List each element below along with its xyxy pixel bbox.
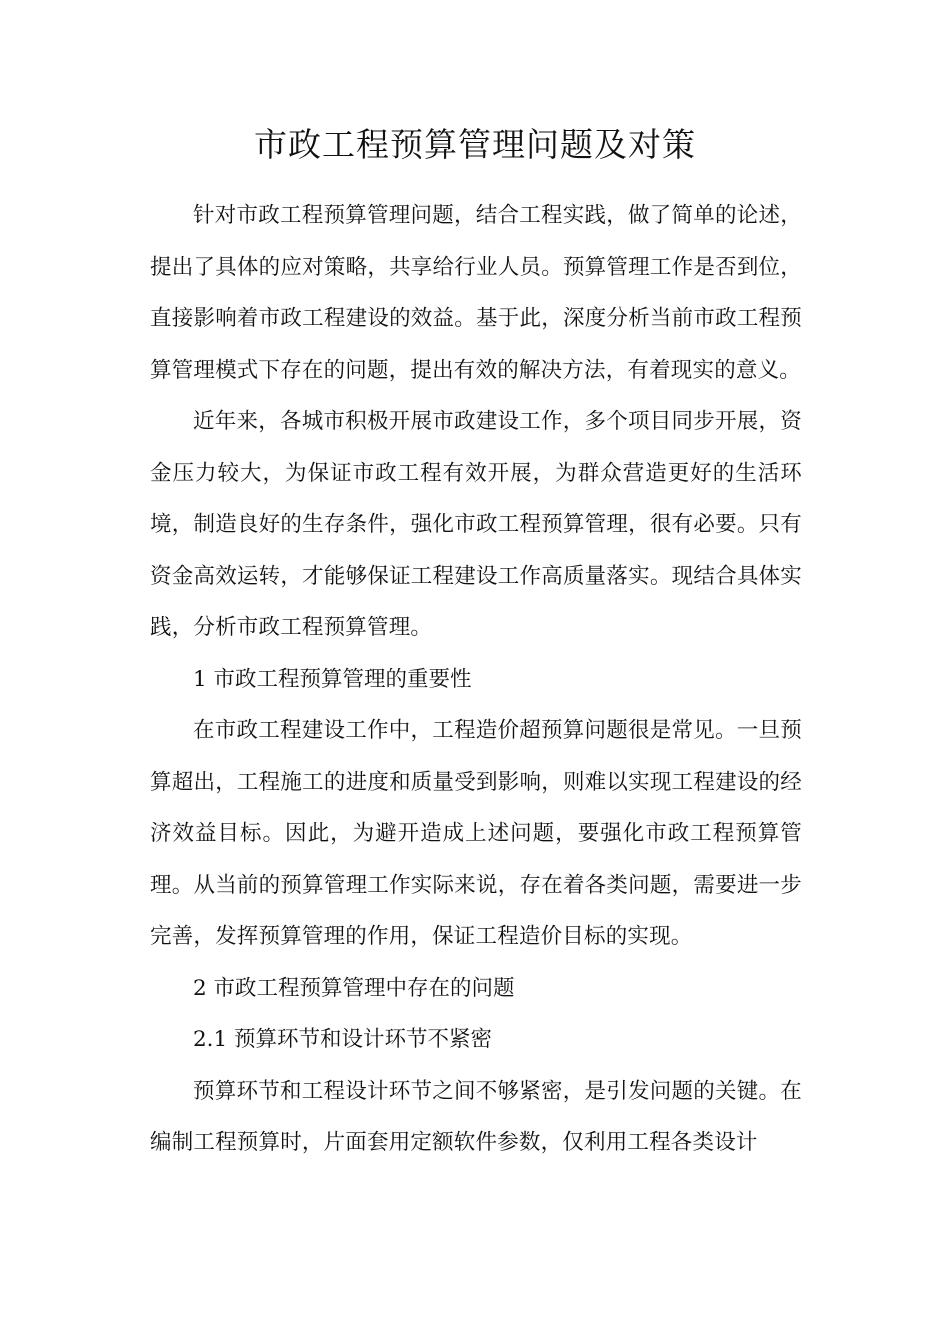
paragraph-background: 近年来，各城市积极开展市政建设工作，多个项目同步开展，资金压力较大，为保证市政工程有效开展，为群众营造更好的生活环境，制造良好的生存条件，强化市政工程预算管理，很有必要。只有资金高效运转，才能够保证工程建设工作高质量落实。现结合具体实践，分析市政工程预算管理。: [150, 409, 802, 640]
section-heading-1: 1 市政工程预算管理的重要性: [193, 666, 472, 692]
subsection-heading-2-1: 2.1 预算环节和设计环节不紧密: [193, 1027, 493, 1052]
paragraph-importance: 在市政工程建设工作中，工程造价超预算问题很是常见。一旦预算超出，工程施工的进度和质量受到影响，则难以实现工程建设的经济效益目标。因此，为避开造成上述问题，要强化市政工程预算管理。从当前的预算管理工作实际来说，存在着各类问题，需要进一步完善，发挥预算管理的作用，保证工程造价目标的实现。: [150, 718, 802, 949]
section-heading-2: 2 市政工程预算管理中存在的问题: [193, 975, 515, 1001]
document-body: [150, 190, 802, 1169]
document-title: 市政工程预算管理问题及对策: [254, 125, 696, 164]
paragraph-budget-design: 预算环节和工程设计环节之间不够紧密，是引发问题的关键。在编制工程预算时，片面套用定额软件参数，仅利用工程各类设计: [150, 1078, 802, 1155]
paragraph-intro: 针对市政工程预算管理问题，结合工程实践，做了简单的论述，提出了具体的应对策略，共享给行业人员。预算管理工作是否到位，直接影响着市政工程建设的效益。基于此，深度分析当前市政工程预算管理模式下存在的问题，提出有效的解决方法，有着现实的意义。: [150, 203, 802, 383]
